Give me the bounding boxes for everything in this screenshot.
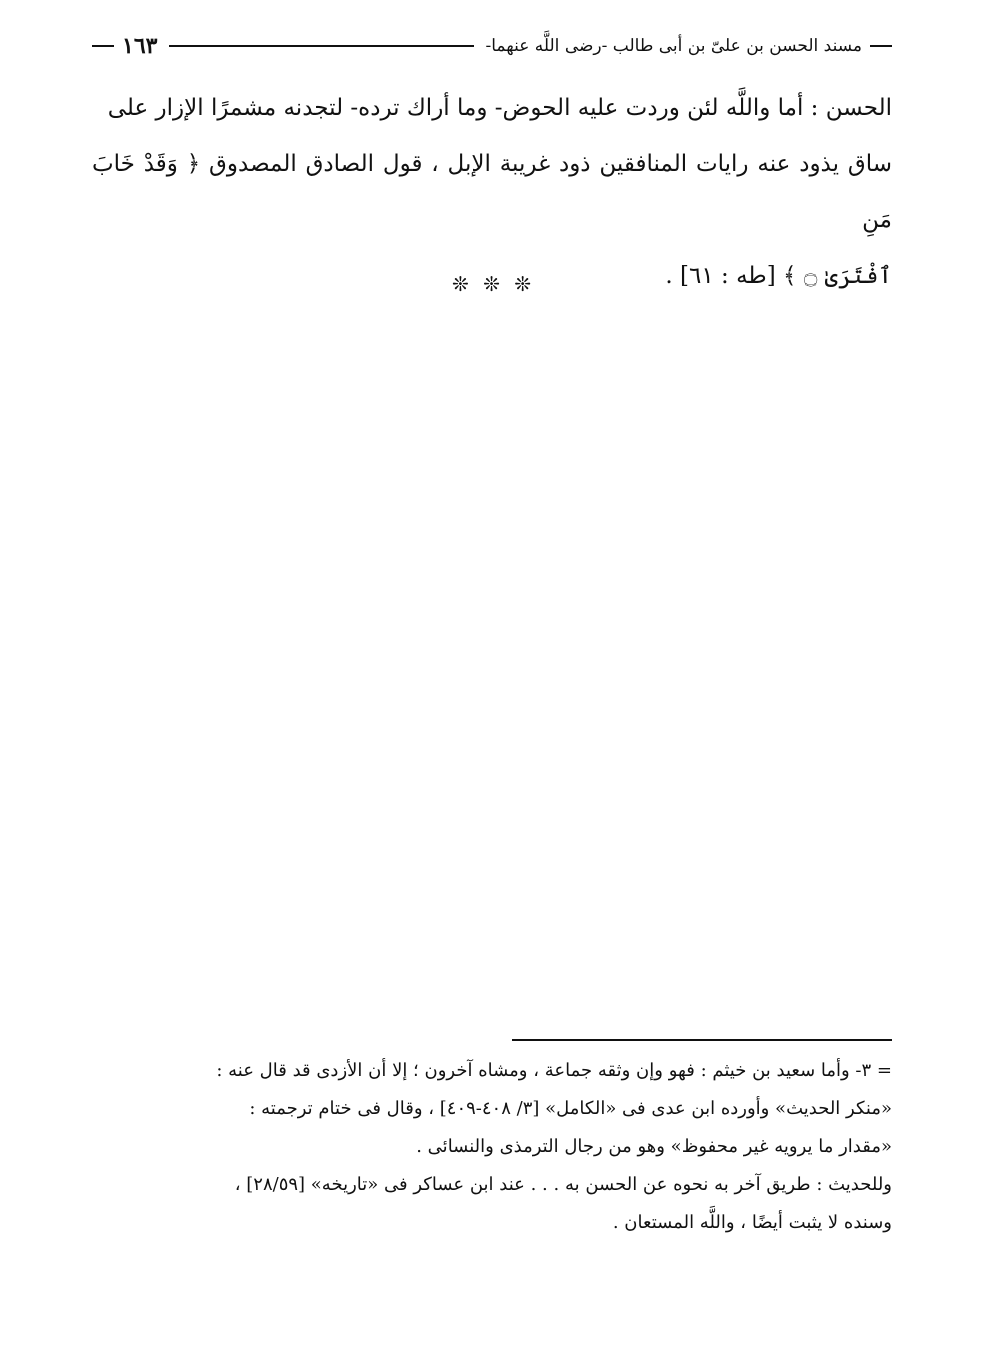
page-header (92, 28, 892, 64)
footnote-line: وللحديث : طريق آخر به نحوه عن الحسن به . . . عند ابن عساكر فى «تاريخه» [٢٨/٥٩] ، (234, 1174, 892, 1195)
page-number: ١٦٣ (122, 33, 158, 59)
footnote-line: = ٣- وأما سعيد بن خيثم : فهو وإن وثقه جماعة ، ومشاه آخرون ؛ إلا أن الأزدى قد قال عنه : (216, 1060, 892, 1081)
main-text (92, 80, 892, 304)
header-dash-right (870, 45, 892, 47)
footnote-rule (512, 1039, 892, 1041)
section-separator: ❊ ❊ ❊ (452, 272, 535, 296)
main-text-line: ساق يذود عنه رايات المنافقين ذود غريبة الإبل ، قول الصادق المصدوق ﴿ وَقَدْ خَابَ مَنِ (92, 151, 892, 233)
main-text-line: ٱفْتَرَىٰ ۝ ﴾ [طه : ٦١] . (665, 263, 892, 289)
running-title: مسند الحسن بن علىّ بن أبى طالب -رضى اللَّه عنهما- (485, 36, 862, 56)
footnote-line: «منكر الحديث» وأورده ابن عدى فى «الكامل» [٣/ ٤٠٨-٤٠٩] ، وقال فى ختام ترجمته : (249, 1098, 892, 1119)
main-text-line: الحسن : أما واللَّه لئن وردت عليه الحوض- وما أراك ترده- لتجدنه مشمرًا الإزار على (107, 95, 892, 121)
footnote-line: وسنده لا يثبت أيضًا ، واللَّه المستعان . (612, 1212, 892, 1233)
header-rule (169, 45, 473, 47)
header-dash-left (92, 45, 114, 47)
footnotes (92, 1052, 892, 1242)
footnote-line: «مقدار ما يرويه غير محفوظ» وهو من رجال الترمذى والنسائى . (416, 1136, 892, 1157)
